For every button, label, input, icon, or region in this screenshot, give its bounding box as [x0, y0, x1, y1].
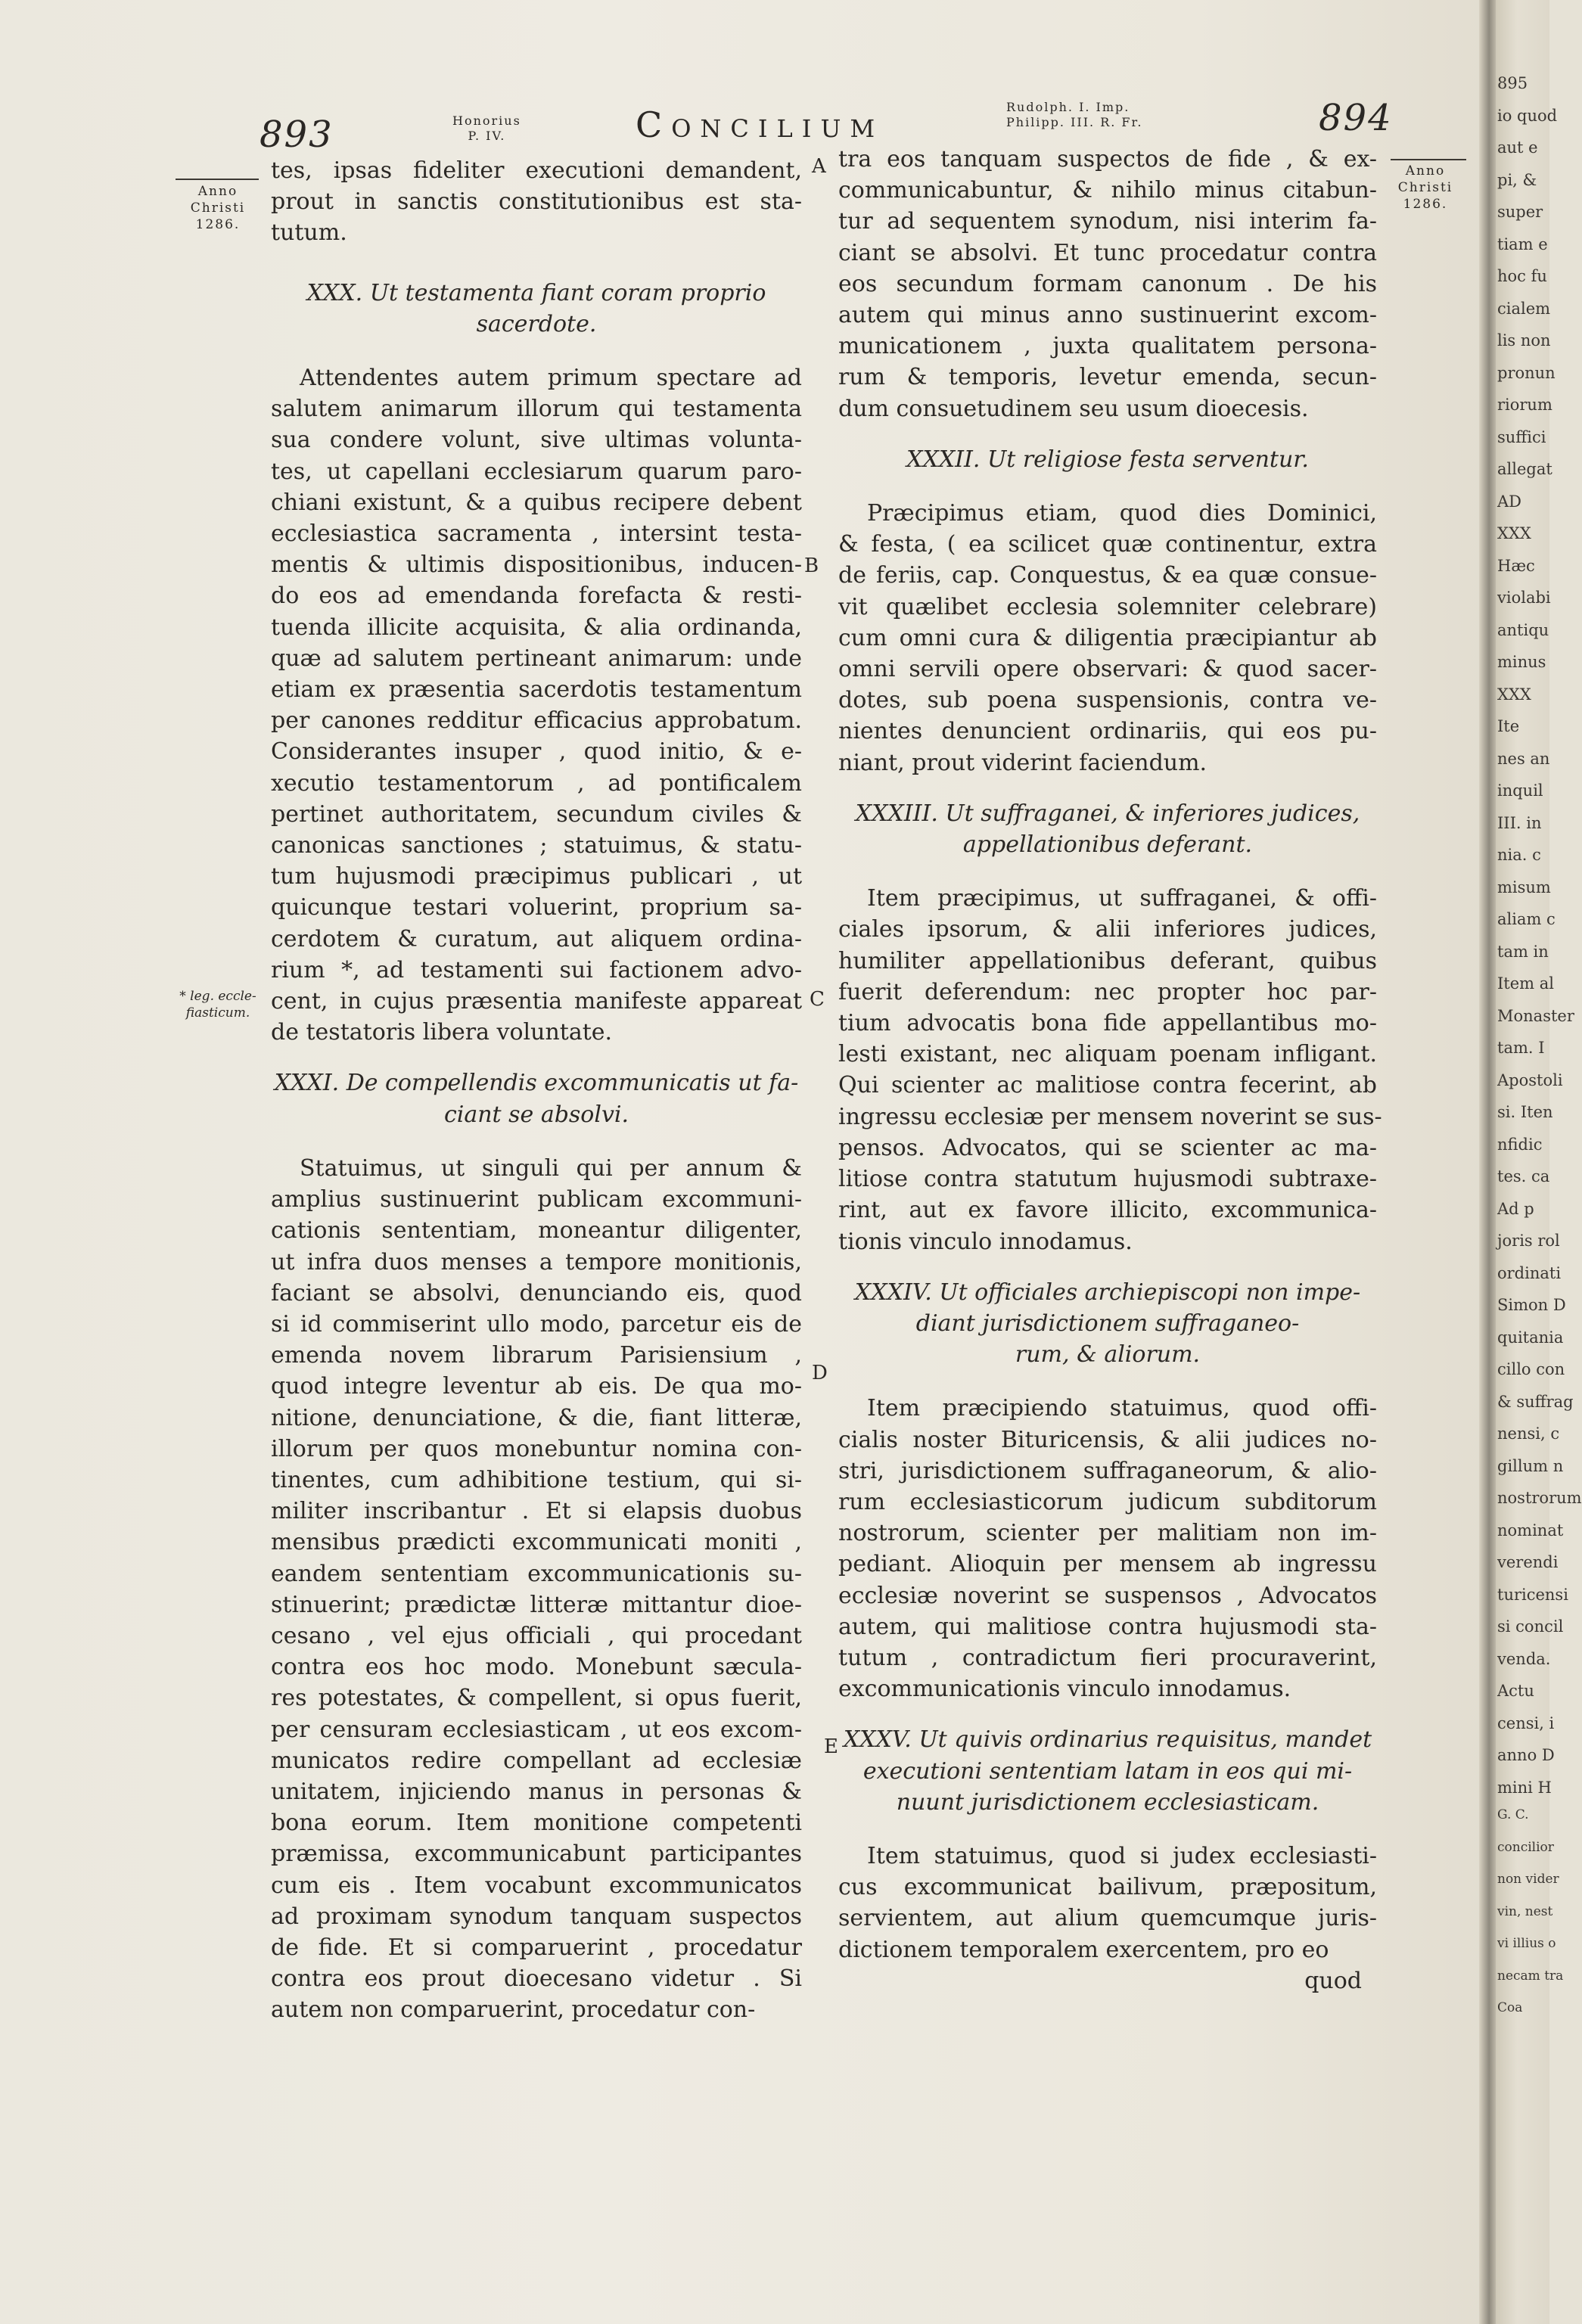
text-line: ciant se absolvi. Et tunc procedatur contra — [838, 239, 1377, 266]
next-page-fragment: mini H — [1497, 1778, 1552, 1797]
next-page-fragment: Apostoli — [1497, 1070, 1563, 1089]
text-line: unitatem, injiciendo manus in personas & — [271, 1778, 802, 1805]
text-line: autem qui minus anno sustinuerint excom- — [838, 302, 1377, 329]
text-line: quod integre leventur ab eis. De qua mo- — [271, 1373, 802, 1400]
text-line: tum hujusmodi præcipimus publicari , ut — [271, 863, 802, 890]
next-page-fragment: misum — [1497, 878, 1551, 896]
anno-year: 1286. — [195, 217, 241, 232]
text-line: quæ ad salutem pertineant animarum: unde — [271, 645, 802, 672]
text-line: chiani existunt, & a quibus recipere debent — [271, 489, 802, 516]
next-page-fragment: venda. — [1497, 1649, 1551, 1668]
next-page-fragment: violabi — [1497, 589, 1551, 607]
next-page-fragment: & suffrag — [1497, 1392, 1574, 1411]
section-heading-line: XXXI. De compellendis excommunicatis ut fa- — [274, 1070, 799, 1097]
text-line: fuerit deferendum: nec propter hoc par- — [838, 978, 1377, 1005]
catchword: quod — [1304, 1967, 1362, 1994]
text-line: ciales ipsorum, & alii inferiores judices, — [838, 916, 1377, 943]
next-page-fragment: XXX — [1497, 685, 1531, 704]
text-line: res potestates, & compellent, si opus fuerit, — [271, 1685, 802, 1712]
text-line: Item præcipimus, ut suffraganei, & offi- — [867, 885, 1377, 912]
next-page-fragment: nia. c — [1497, 846, 1541, 864]
section-heading-line: appellationibus deferant. — [962, 831, 1253, 859]
next-page-fragment: 895 — [1497, 74, 1528, 92]
section-heading-line: XXXIV. Ut officiales archiepiscopi non impe- — [854, 1279, 1361, 1306]
text-line: cum eis . Item vocabunt excommunicatos — [271, 1872, 802, 1899]
text-line: Attendentes autem primum spectare ad — [300, 365, 802, 392]
next-page-fragment: nensi, c — [1497, 1425, 1560, 1443]
text-line: tutum , contradictum fieri procuraverint, — [838, 1644, 1377, 1671]
text-line: vit quælibet ecclesia solemniter celebrare) — [838, 593, 1377, 620]
text-line: Præcipimus etiam, quod dies Dominici, — [867, 500, 1377, 527]
text-line: ingressu ecclesiæ per mensem noverint se sus- — [838, 1103, 1382, 1130]
header-king: Philipp. III. R. Fr. — [1006, 115, 1143, 129]
text-line: cus excommunicat bailivum, præpositum, — [838, 1874, 1377, 1901]
anno-year: 1286. — [1403, 197, 1448, 212]
text-line: dum consuetudinem seu usum dioecesis. — [838, 395, 1309, 422]
next-page-fragment: suffici — [1497, 427, 1546, 446]
next-page-fragment: Actu — [1497, 1682, 1534, 1700]
right-column — [838, 144, 1382, 1996]
section-heading-line: XXXV. Ut quivis ordinarius requisitus, mandet — [843, 1726, 1372, 1754]
text-line: de feriis, cap. Conquestus, & ea quæ consue- — [838, 562, 1377, 589]
text-line: excommunicationis vinculo innodamus. — [838, 1676, 1291, 1703]
next-page-fragment: concilior — [1497, 1839, 1554, 1855]
marginal-note-line: * leg. eccle- — [179, 989, 256, 1004]
text-line: autem, qui malitiose contra hujusmodi sta- — [838, 1613, 1377, 1640]
section-heading-line: executioni sententiam latam in eos qui mi- — [862, 1757, 1353, 1785]
next-page-fragment: Monaster — [1497, 1006, 1574, 1025]
text-line: niant, prout viderint faciendum. — [838, 749, 1207, 776]
page-number-right: 894 — [1319, 97, 1393, 139]
text-line: ecclesiastica sacramenta , intersint testa- — [271, 520, 802, 548]
running-title: Concilium — [636, 104, 884, 145]
text-line: salutem animarum illorum qui testamenta — [271, 396, 802, 423]
text-line: militer inscribantur . Et si elapsis duobus — [271, 1498, 802, 1525]
next-page-fragment: necam tra — [1497, 1968, 1564, 1984]
text-line: amplius sustinuerint publicam excommuni- — [271, 1186, 802, 1213]
christi-word: Christi — [1397, 180, 1453, 195]
text-line: canonicas sanctiones ; statuimus, & statu- — [271, 832, 802, 859]
next-page-fragment: allegat — [1497, 460, 1552, 478]
section-heading-xxxi — [271, 1067, 802, 1129]
next-page-fragment: pronun — [1497, 363, 1556, 382]
section-heading-xxx — [271, 278, 802, 340]
header-pope-number: P. IV. — [468, 129, 506, 143]
next-page-fragment: nfidic — [1497, 1135, 1543, 1154]
section-heading-line: XXX. Ut testamenta fiant coram proprio — [306, 279, 766, 306]
section-marker-b: B — [804, 555, 819, 577]
next-page-fragment: nostrorum — [1497, 1489, 1582, 1507]
next-page-fragment: tam. I — [1497, 1039, 1545, 1057]
text-line: pensos. Advocatos, qui se scienter ac ma- — [838, 1134, 1377, 1161]
next-page-fragment: Hæc — [1497, 556, 1535, 575]
text-line: lesti existant, nec aliquam poenam infligant. — [838, 1041, 1377, 1068]
next-page-fragment: tiam e — [1497, 235, 1548, 253]
text-line: Considerantes insuper , quod initio, & e- — [271, 738, 802, 766]
section-marker-a: A — [812, 155, 826, 178]
text-line: stinuerint; prædictæ litteræ mittantur dioe- — [271, 1591, 802, 1618]
text-line: etiam ex præsentia sacerdotis testamentum — [271, 676, 802, 704]
header-pope — [452, 113, 521, 144]
text-line: illorum per quos monebuntur nomina con- — [271, 1435, 802, 1462]
text-line: rum ecclesiasticorum judicum subditorum — [838, 1488, 1377, 1515]
text-line: rium *, ad testamenti sui factionem advo- — [271, 956, 802, 983]
text-line: municationem , juxta qualitatem persona- — [838, 333, 1377, 360]
text-line: bona eorum. Item monitione competenti — [271, 1810, 802, 1837]
text-line: si id commiserint ullo modo, parcetur eis de — [271, 1310, 802, 1338]
next-page-fragment: cillo con — [1497, 1360, 1565, 1378]
text-line: de fide. Et si comparuerint , procedatur — [271, 1934, 802, 1961]
text-line: de testatoris libera voluntate. — [271, 1019, 613, 1046]
next-page-fragment: turicensi — [1497, 1585, 1568, 1604]
text-line: eos secundum formam canonum . De his — [838, 270, 1377, 297]
next-page-fragment: nominat — [1497, 1521, 1564, 1539]
next-page-fragment: hoc fu — [1497, 267, 1547, 285]
text-line: pediant. Alioquin per mensem ab ingressu — [838, 1551, 1377, 1578]
next-page-fragment: Coa — [1497, 2000, 1523, 2015]
paragraph-spacer — [271, 249, 802, 258]
left-column — [271, 155, 802, 2026]
text-line: dictionem temporalem exercentem, pro eo — [838, 1936, 1329, 1963]
header-rulers — [1006, 100, 1143, 130]
next-page-fragment: super — [1497, 203, 1543, 221]
text-line: mentis & ultimis dispositionibus, inducen- — [271, 551, 802, 579]
next-page-fragment: III. in — [1497, 813, 1542, 832]
section-marker-e: E — [824, 1735, 838, 1758]
anno-christi-right — [1375, 163, 1475, 213]
marginal-note-line: fiasticum. — [185, 1005, 250, 1021]
text-line: communicabuntur, & nihilo minus citabun- — [838, 177, 1377, 204]
next-page-fragment: riorum — [1497, 396, 1552, 414]
section-heading-xxxii — [838, 444, 1377, 475]
text-line: cerdotem & curatum, aut aliquem ordina- — [271, 925, 802, 952]
next-page-fragment: tam in — [1497, 942, 1549, 961]
text-line: cationis sententiam, moneantur diligenter, — [271, 1217, 802, 1244]
next-page-fragment: G. C. — [1497, 1807, 1529, 1822]
text-line: tes, ipsas fideliter executioni demandent, — [271, 157, 802, 184]
text-line: ecclesiæ noverint se suspensos , Advocatos — [838, 1582, 1377, 1609]
next-page-edge — [1496, 0, 1582, 2324]
next-page-fragment: antiqu — [1497, 620, 1549, 639]
text-line: sua condere volunt, sive ultimas volunta- — [271, 427, 802, 454]
text-line: humiliter appellationibus deferant, quibus — [838, 947, 1377, 974]
text-line: servientem, aut alium quemcumque juris- — [838, 1905, 1377, 1932]
next-page-fragment: lis non — [1497, 331, 1551, 350]
text-line: Item statuimus, quod si judex ecclesiasti- — [867, 1842, 1377, 1869]
section-heading-line: XXXII. Ut religiose festa serventur. — [906, 446, 1309, 473]
next-page-fragment: si concil — [1497, 1617, 1564, 1636]
text-line: stri, jurisdictionem suffraganeorum, & alio- — [838, 1457, 1377, 1484]
page-number-left: 893 — [260, 113, 334, 156]
text-line: tutum. — [271, 219, 347, 247]
text-line: tinentes, cum adhibitione testium, qui si- — [271, 1466, 802, 1493]
text-line: litiose contra statutum hujusmodi subtraxe- — [838, 1166, 1377, 1193]
section-heading-line: sacerdote. — [476, 310, 597, 337]
text-line: prout in sanctis constitutionibus est sta- — [271, 188, 802, 216]
next-page-fragment: censi, i — [1497, 1713, 1555, 1732]
next-page-fragment: non vider — [1497, 1872, 1559, 1887]
text-line: nientes denuncient ordinariis, qui eos pu- — [838, 718, 1377, 745]
marginal-note-ecclesiasticum — [165, 988, 271, 1021]
text-line: per censuram ecclesiasticam , ut eos excom- — [271, 1716, 802, 1743]
section-heading-line: diant jurisdictionem suffraganeo- — [915, 1310, 1300, 1337]
anno-word: Anno — [197, 184, 238, 199]
next-page-fragment: cialem — [1497, 299, 1551, 318]
text-line: contra eos hoc modo. Monebunt sæcula- — [271, 1654, 802, 1681]
next-page-fragment: pi, & — [1497, 170, 1537, 189]
text-line: emenda novem librarum Parisiensium , — [271, 1342, 802, 1369]
text-line: cialis noster Bituricensis, & alii judices no- — [838, 1426, 1377, 1453]
text-line: faciant se absolvi, denunciando eis, quod — [271, 1279, 802, 1306]
next-page-fragment: Ite — [1497, 717, 1520, 735]
text-line: nostrorum, scienter per malitiam non im- — [838, 1520, 1377, 1547]
section-heading-xxxv — [838, 1724, 1377, 1818]
next-page-fragment: gillum n — [1497, 1456, 1564, 1475]
text-line: do eos ad emendanda forefacta & resti- — [271, 583, 802, 610]
next-page-fragment: joris rol — [1497, 1232, 1560, 1250]
text-line: Statuimus, ut singuli qui per annum & — [300, 1154, 802, 1182]
text-line: municatos redire compellant ad ecclesiæ — [271, 1747, 802, 1774]
text-line: mensibus prædicti excommunicati moniti , — [271, 1529, 802, 1556]
text-line: pertinet authoritatem, secundum civiles & — [271, 800, 802, 828]
section-heading-line: nuunt jurisdictionem ecclesiasticam. — [896, 1788, 1319, 1816]
margin-rule-right — [1391, 159, 1466, 160]
text-line: tionis vinculo innodamus. — [838, 1228, 1133, 1255]
text-line: cent, in cujus præsentia manifeste appareat — [271, 988, 802, 1015]
text-line: præmissa, excommunicabunt participantes — [271, 1841, 802, 1868]
text-line: ut infra duos menses a tempore monitionis, — [271, 1248, 802, 1275]
next-page-fragment: verendi — [1497, 1553, 1559, 1571]
next-page-fragment: vin, nest — [1497, 1903, 1553, 1919]
next-page-fragment: AD — [1497, 492, 1522, 511]
anno-word: Anno — [1405, 163, 1446, 179]
next-page-fragment: Simon D — [1497, 1296, 1566, 1314]
section-heading-xxxiii — [838, 798, 1377, 860]
text-line: rum & temporis, levetur emenda, secun- — [838, 364, 1377, 391]
text-line: dotes, sub poena suspensionis, contra ve- — [838, 687, 1377, 714]
margin-rule-left — [176, 179, 259, 180]
text-line: eandem sententiam excommunicationis su- — [271, 1560, 802, 1587]
next-page-fragment: quitania — [1497, 1328, 1564, 1347]
section-heading-xxxiv — [838, 1277, 1377, 1371]
text-line: ad proximam synodum tanquam suspectos — [271, 1903, 802, 1930]
section-heading-line: rum, & aliorum. — [1015, 1341, 1201, 1369]
christi-word: Christi — [190, 200, 246, 216]
text-line: autem non comparuerint, procedatur con- — [271, 1996, 756, 2024]
next-page-fragment: XXX — [1497, 524, 1531, 542]
text-line: cesano , vel ejus officiali , qui procedant — [271, 1622, 802, 1649]
header-pope-name: Honorius — [452, 113, 521, 128]
next-page-fragment: aut e — [1497, 138, 1538, 157]
text-line: Item præcipiendo statuimus, quod offi- — [867, 1395, 1377, 1422]
text-line: tium advocatis bona fide appellantibus mo- — [838, 1010, 1377, 1037]
text-line: rint, aut ex favore illicito, excommunica- — [838, 1197, 1377, 1224]
next-page-fragment: aliam c — [1497, 910, 1556, 928]
text-line: tur ad sequentem synodum, nisi interim fa- — [838, 208, 1377, 235]
next-page-fragment: ordinati — [1497, 1263, 1562, 1282]
text-line: tes, ut capellani ecclesiarum quarum paro- — [271, 458, 802, 485]
section-heading-line: XXXIII. Ut suffraganei, & inferiores judices, — [855, 800, 1360, 827]
text-line: contra eos prout dioecesano videtur . Si — [271, 1965, 802, 1993]
section-marker-d: D — [812, 1362, 828, 1384]
next-page-fragment: tes. ca — [1497, 1167, 1550, 1185]
text-line: cum omni cura & diligentia præcipiantur ab — [838, 624, 1377, 651]
next-page-fragment: vi illius o — [1497, 1936, 1556, 1951]
next-page-fragment: io quod — [1497, 106, 1558, 125]
text-line: xecutio testamentorum , ad pontificalem — [271, 769, 802, 797]
next-page-fragment: minus — [1497, 653, 1546, 671]
section-heading-line: ciant se absolvi. — [443, 1101, 629, 1128]
text-line: tuenda illicite acquisita, & alia ordinanda, — [271, 614, 802, 641]
text-line: per canones redditur efficacius approbatum. — [271, 707, 802, 735]
book-gutter — [1479, 0, 1496, 2324]
next-page-fragment: inquil — [1497, 781, 1543, 800]
header-emperor: Rudolph. I. Imp. — [1006, 100, 1130, 114]
text-line: nitione, denunciatione, & die, fiant litteræ, — [271, 1404, 802, 1431]
next-page-fragment: nes an — [1497, 749, 1550, 768]
next-page-fragment: si. Iten — [1497, 1103, 1553, 1121]
text-line: Qui scienter ac malitiose contra fecerint, ab — [838, 1072, 1377, 1099]
section-marker-c: C — [810, 988, 825, 1011]
anno-christi-left — [168, 183, 268, 233]
text-line: & festa, ( ea scilicet quæ continentur, extra — [838, 531, 1377, 558]
next-page-fragment: anno D — [1497, 1746, 1555, 1764]
next-page-fragment: Ad p — [1497, 1199, 1534, 1218]
next-page-fragment: Item al — [1497, 974, 1554, 993]
text-line: quicunque testari voluerint, proprium sa- — [271, 894, 802, 921]
text-line: tra eos tanquam suspectos de fide , & ex- — [838, 146, 1377, 172]
text-line: omni servili opere observari: & quod sacer- — [838, 656, 1377, 683]
